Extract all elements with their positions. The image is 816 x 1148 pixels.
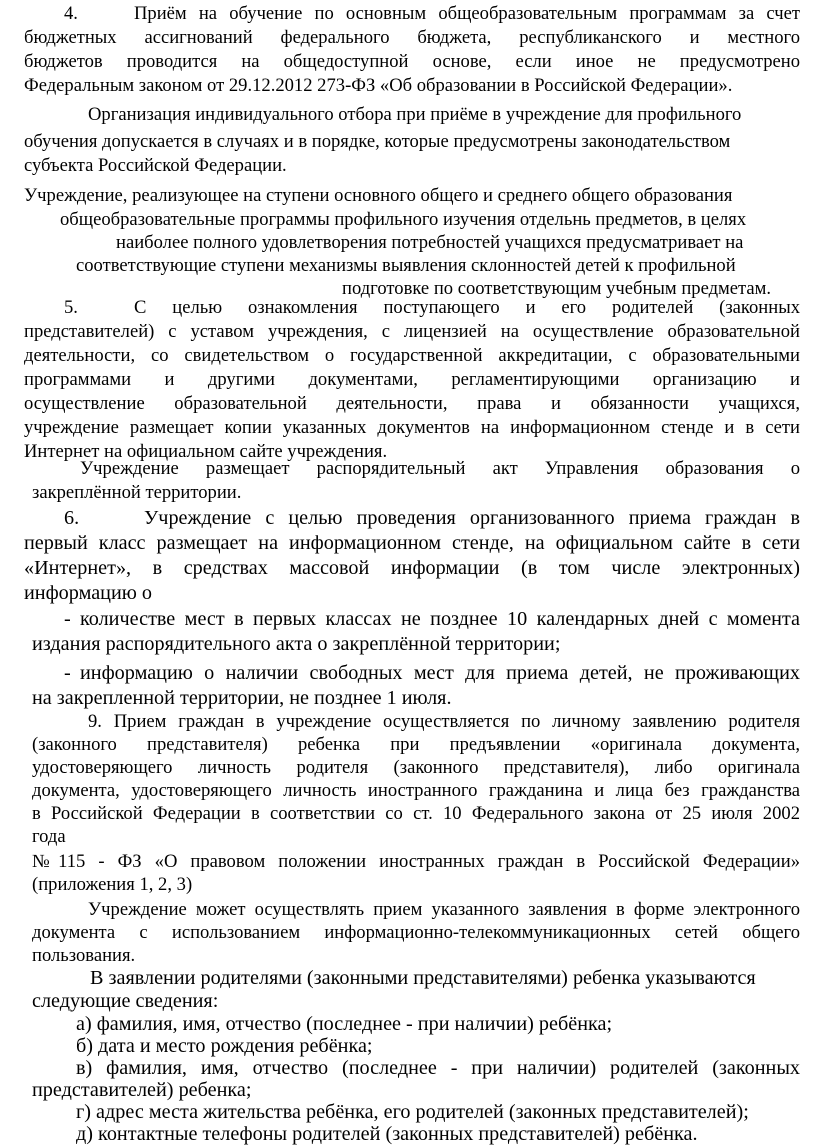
text-line: субъекта Российской Федерации. [24, 155, 287, 176]
text-line: удостоверяющего личность родителя (законного представителя), либо оригинала [32, 757, 800, 778]
text-line: года [32, 826, 66, 847]
text-line: информацию о [24, 582, 152, 604]
text-line: Интернет на официальном сайте учреждения. [24, 441, 388, 462]
text-line [64, 661, 800, 685]
text-line: осуществление образовательной деятельности, права и обязанности учащихся, [24, 393, 800, 414]
text-line: подготовке по соответствующим учебным предметам. [342, 278, 772, 299]
text-line: учреждение размещает копии указанных документов на информационном стенде и в сети [24, 417, 800, 438]
text-line: бюджетов проводится на общедоступной основе, если иное не предусмотрено [24, 51, 800, 72]
paragraph-number: 6. [64, 507, 80, 529]
list-item: а) фамилия, имя, отчество (последнее - при наличии) ребёнка; [76, 1013, 613, 1035]
text-line: соответствующие ступени механизмы выявления склонностей детей к профильной [76, 255, 736, 276]
text-line: программами и другими документами, регламентирующими организацию и [24, 369, 800, 390]
text-line: документа, удостоверяющего личность иностранного гражданина и лица без гражданства [32, 780, 800, 801]
paragraph-number: 4. [64, 3, 78, 24]
list-item: г) адрес места жительства ребёнка, его родителей (законных представителей); [76, 1101, 749, 1123]
text-line: (законного представителя) ребенка при предъявлении «оригинала документа, [32, 734, 800, 755]
text-line: наиболее полного удовлетворения потребностей учащихся предусматривает на [116, 232, 744, 253]
text-line: (приложения 1, 2, 3) [32, 874, 193, 895]
list-item-continuation: представителей) ребенка; [32, 1079, 252, 1101]
text-line: общеобразовательные программы профильного изучения отдельнь предметов, в целях [60, 209, 747, 230]
text-line: документа с использованием информационно-телекоммуникационных сетей общего [32, 922, 800, 943]
text-line: первый класс размещает на информационном стенде, на официальном сайте в сети [24, 532, 800, 554]
paragraph-number: 5. [64, 297, 78, 318]
line-text: информацию о наличии свободных мест для приема детей, не проживающих [80, 662, 800, 684]
text-line: Учреждение, реализующее на ступени основного общего и среднего общего образования [24, 185, 733, 206]
text-line: В заявлении родителями (законными представителями) ребенка указываются [90, 967, 756, 989]
text-line [24, 296, 800, 320]
text-line: деятельности, со свидетельством о государственной аккредитации, с образовательными [24, 345, 800, 366]
text-line: бюджетных ассигнований федерального бюджета, республиканского и местного [24, 27, 800, 48]
text-line [64, 607, 800, 631]
text-line: издания распорядительного акта о закреплённой территории; [32, 633, 561, 655]
text-line: Учреждение размещает распорядительный акт Управления образования о [80, 458, 800, 479]
text-line: следующие сведения: [32, 990, 219, 1012]
line-text: Учреждение с целью проведения организованного приема граждан в [144, 507, 800, 529]
text-line: представителей) с уставом учреждения, с лицензией на осуществление образовательной [24, 321, 800, 342]
text-line: «Интернет», в средствах массовой информации (в том числе электронных) [24, 557, 800, 579]
text-line: на закрепленной территории, не позднее 1 июля. [32, 687, 452, 709]
text-line: закреплённой территории. [32, 482, 242, 503]
line-text: С целью ознакомления поступающего и его родителей (законных [134, 297, 800, 318]
text-line: №115 - ФЗ «О правовом положении иностранных граждан в Российской Федерации» [32, 851, 800, 872]
text-line: Организация индивидуального отбора при приёме в учреждение для профильного [88, 104, 742, 125]
bullet-dash: - [64, 608, 71, 630]
line-text: количестве мест в первых классах не позднее 10 календарных дней с момента [80, 608, 800, 630]
list-item: д) контактные телефоны родителей (законных представителей) ребёнка. [76, 1123, 698, 1145]
text-line: Учреждение может осуществлять прием указанного заявления в форме электронного [88, 899, 800, 920]
list-item: б) дата и место рождения ребёнка; [76, 1035, 373, 1057]
text-line [24, 2, 800, 26]
bullet-dash: - [64, 662, 71, 684]
line-text: Приём на обучение по основным общеобразовательным программам за счет [134, 3, 800, 24]
text-line [24, 506, 800, 530]
text-line: в Российской Федерации в соответствии со ст. 10 Федерального закона от 25 июля 2002 [32, 803, 800, 824]
list-item: в) фамилия, имя, отчество (последнее - при наличии) родителей (законных [76, 1057, 800, 1079]
text-line: Федеральным законом от 29.12.2012 273-ФЗ «Об образовании в Российской Федерации». [24, 75, 733, 96]
text-line: 9. Прием граждан в учреждение осуществляется по личному заявлению родителя [88, 711, 800, 732]
text-line: пользования. [32, 945, 136, 966]
text-line: обучения допускается в случаях и в порядке, которые предусмотрены законодательством [24, 131, 731, 152]
